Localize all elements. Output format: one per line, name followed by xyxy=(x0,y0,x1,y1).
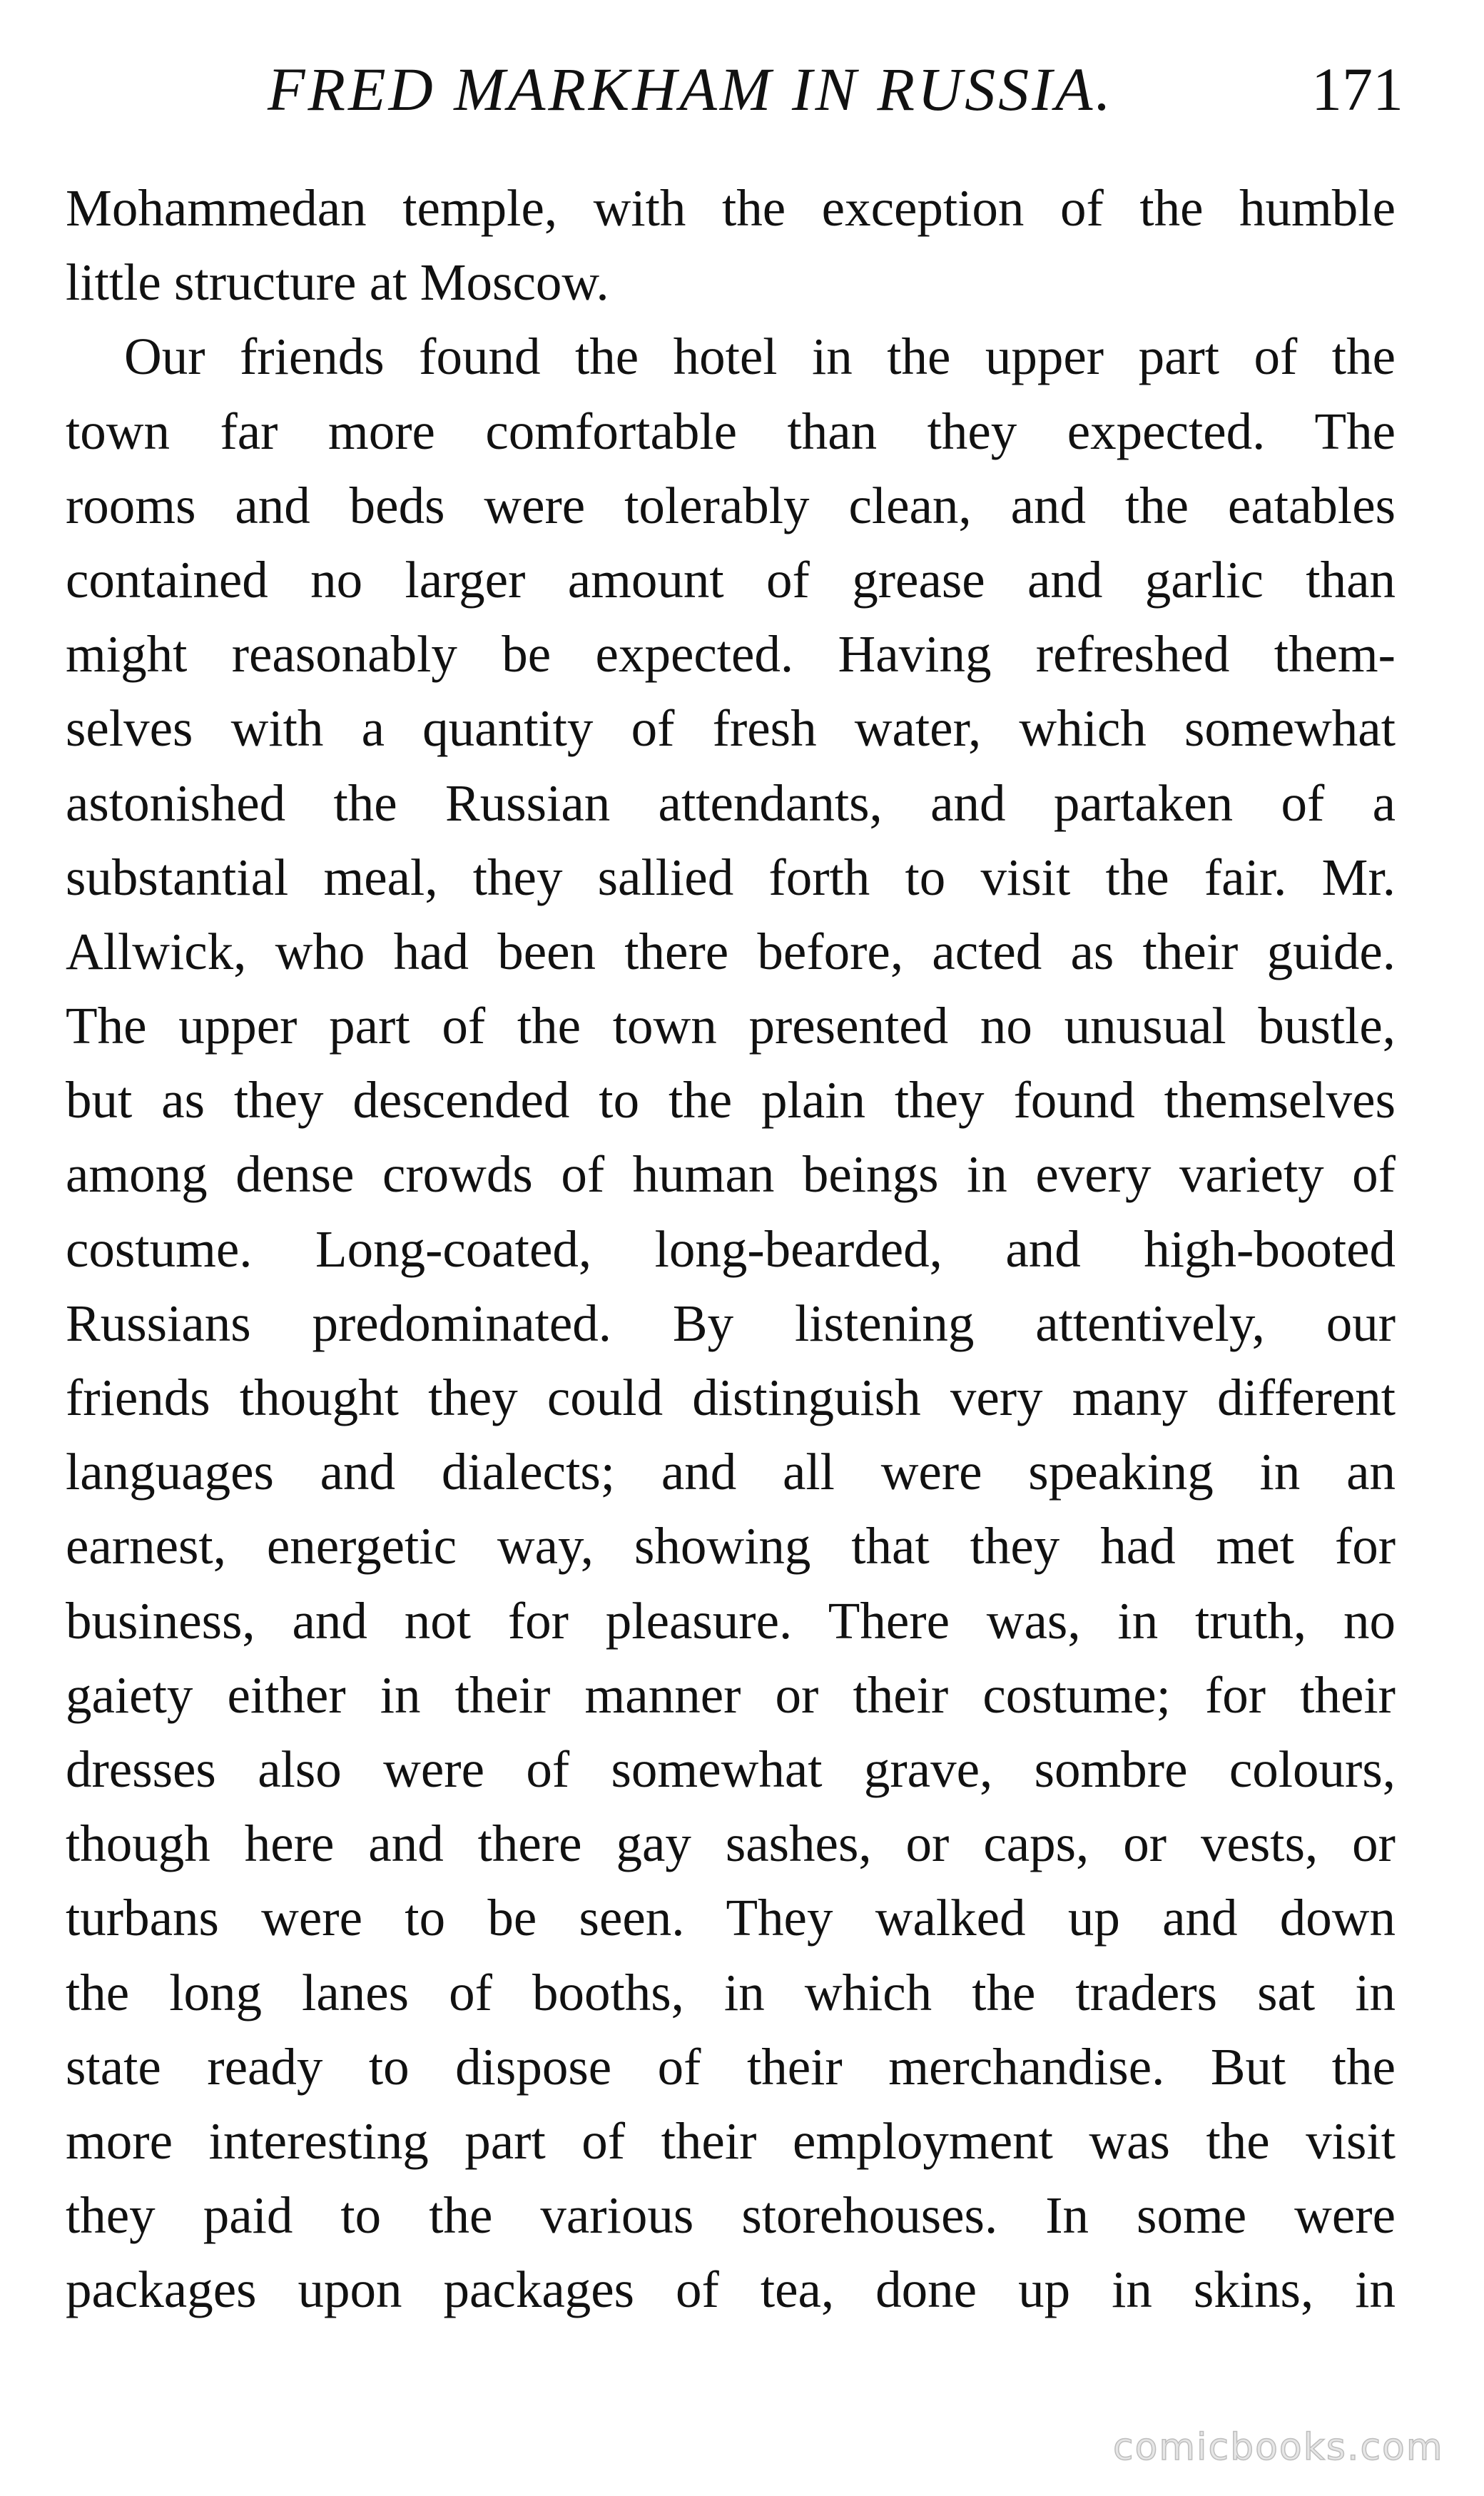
text-line: among dense crowds of human beings in every variety of xyxy=(66,1145,1396,1204)
text-line: more interesting part of their employment was the visit xyxy=(66,2111,1396,2170)
text-line: business, and not for pleasure. There was, in truth, no xyxy=(66,1591,1396,1650)
text-line: though here and there gay sashes, or caps, or vests, or xyxy=(66,1815,1396,1873)
page-number: 171 xyxy=(1311,55,1403,123)
site-watermark: comicbooks.com xyxy=(1113,2426,1444,2469)
text-line: Our friends found the hotel in the upper part of the xyxy=(124,328,1396,386)
running-title: FRED MARKHAM IN RUSSIA. xyxy=(268,55,1114,123)
text-line: gaiety either in their manner or their costume; for their xyxy=(66,1665,1396,1724)
text-line: but as they descended to the plain they found themselves xyxy=(66,1071,1396,1130)
text-line: the long lanes of booths, in which the traders sat in xyxy=(66,1963,1396,2021)
text-line: astonished the Russian attendants, and partaken of a xyxy=(66,773,1396,832)
text-line: they paid to the various storehouses. In some were xyxy=(66,2186,1396,2245)
text-line: Russians predominated. By listening attentively, our xyxy=(66,1294,1396,1352)
text-line: dresses also were of somewhat grave, sombre colours, xyxy=(66,1740,1396,1798)
text-line: turbans were to be seen. They walked up and down xyxy=(66,1889,1396,1947)
text-line: languages and dialects; and all were speaking in an xyxy=(66,1443,1396,1501)
body-text xyxy=(66,171,1396,2327)
text-line: The upper part of the town presented no unusual bustle, xyxy=(66,997,1396,1055)
text-line: friends thought they could distinguish very many different xyxy=(66,1369,1396,1426)
text-line: little structure at Moscow. xyxy=(66,253,609,312)
text-line: Allwick, who had been there before, acted as their guide. xyxy=(66,922,1396,980)
text-line: rooms and beds were tolerably clean, and the eatables xyxy=(66,476,1396,534)
text-line: state ready to dispose of their merchandise. But the xyxy=(66,2037,1396,2096)
running-head xyxy=(0,43,1484,136)
text-line: might reasonably be expected. Having refreshed them- xyxy=(66,625,1396,684)
text-line: costume. Long-coated, long-bearded, and high-booted xyxy=(66,1219,1396,1278)
text-line: packages upon packages of tea, done up in skins, in xyxy=(66,2261,1396,2319)
text-line: selves with a quantity of fresh water, which somewhat xyxy=(66,699,1396,758)
text-line: Mohammedan temple, with the exception of the humble xyxy=(66,179,1396,237)
text-line: earnest, energetic way, showing that they had met for xyxy=(66,1517,1396,1576)
text-line: substantial meal, they sallied forth to visit the fair. Mr. xyxy=(66,848,1396,906)
text-line: contained no larger amount of grease and garlic than xyxy=(66,550,1396,609)
text-line: town far more comfortable than they expected. The xyxy=(66,402,1396,460)
